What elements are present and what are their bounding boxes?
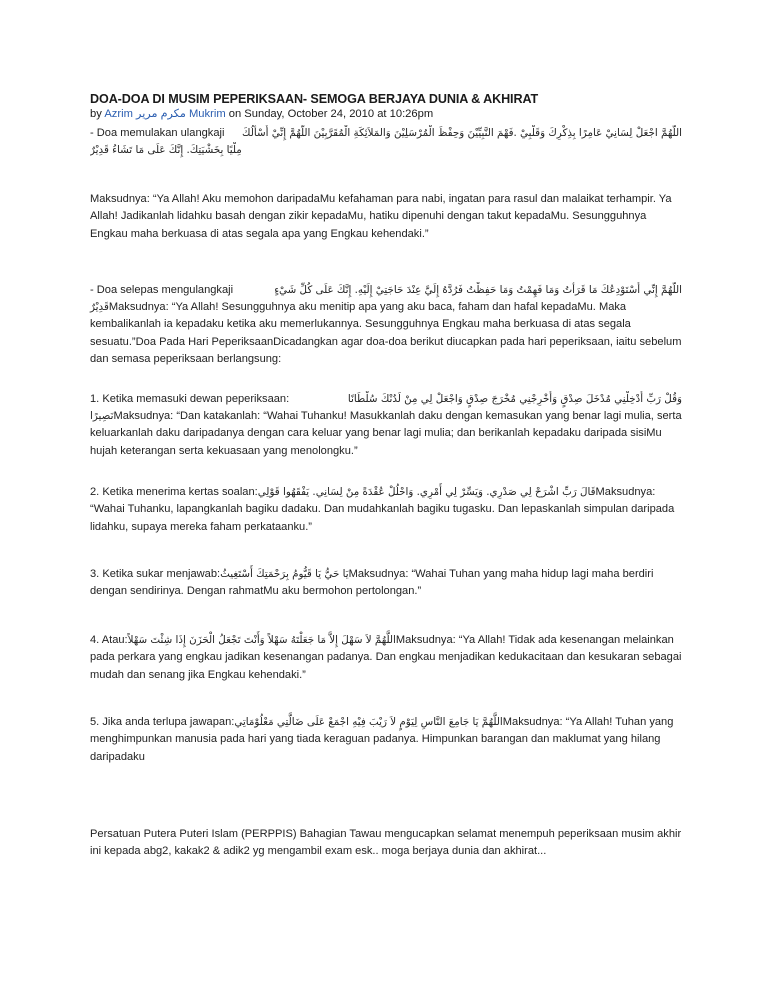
item-5-translation: Maksudnya: “Ya Allah! Tuhan yang menghimpunkan manusia pada hari yang tiada keraguan padanya. Himpunkan barangan dan maklumat yang hilang daripadaku bbox=[90, 716, 674, 763]
after-first-line bbox=[90, 282, 682, 299]
item-4-translation: Maksudnya: “Ya Allah! Tidak ada kesenangan melainkan pada perkara yang engkau jadikan kesenangan padanya. Dan engkau menjadikan kedukacitaan dan kesukaran sebagai mudah dan senang jika Engkau kehendaki.” bbox=[90, 634, 682, 681]
closing-text: Persatuan Putera Puteri Islam (PERPPIS) Bahagian Tawau mengucapkan selamat menempuh peperiksaan musim akhir ini kepada abg2, kakak2 & adik2 yg mengambil exam esk.. moga berjaya dunia dan akhirat... bbox=[90, 828, 682, 858]
item-1-first-line bbox=[90, 391, 682, 408]
byline-prefix: by bbox=[90, 108, 105, 120]
after-heading: Doa Pada Hari Peperiksaan bbox=[135, 335, 274, 348]
author-link[interactable]: Azrim مكرم مرير Mukrim bbox=[104, 108, 226, 120]
item-2-label: 2. Ketika menerima kertas soalan: bbox=[90, 486, 258, 498]
closing bbox=[90, 826, 682, 861]
item-3-arabic: يَا حَيُّ يَا قَيُّومُ بِرَحْمَتِكَ أَسْتَغِيثُ bbox=[220, 568, 349, 580]
item-5-text bbox=[90, 714, 682, 766]
item-3-label: 3. Ketika sukar menjawab: bbox=[90, 568, 221, 580]
item-2-text bbox=[90, 484, 682, 536]
item-1-arabic-2: نَصِيرًا bbox=[90, 410, 114, 422]
item-2-arabic: قَالَ رَبِّ اشْرَحْ لِي صَدْرِي. وَيَسِّرْ لِي أَمْرِي. وَاحْلُلْ عُقْدَةً مِنْ لِسَانِي. يَفْقَهُوا قَوْلِي bbox=[257, 486, 596, 498]
after-intro: Dicadangkan agar doa-doa berikut diucapkan pada hari peperiksaan, iaitu sebelum dan semasa peperiksaan berlangsung: bbox=[90, 335, 682, 366]
item-3 bbox=[90, 566, 682, 601]
after-translation-text: Maksudnya: “Ya Allah! Sesungguhnya aku menitip apa yang aku baca, faham dan hafal kepadaMu. Maka kembalikanlah ia kepadaku ketika aku memerlukannya. Sesungguhnya Engkau maha berkuasa di atas segala sesuatu.” bbox=[90, 301, 631, 348]
byline-date: on Sunday, October 24, 2010 at 10:26pm bbox=[225, 108, 434, 120]
item-1-arabic: وَقُلْ رَبِّ أَدْخِلْنِي مُدْخَلَ صِدْقٍ وَأَخْرِجْنِي مُخْرَجَ صِدْقٍ وَاجْعَلْ لِي مِنْ لَدُنْكَ سُلْطَانًا bbox=[347, 393, 682, 405]
item-5 bbox=[90, 714, 682, 766]
after-label: - Doa selepas mengulangkaji bbox=[90, 284, 234, 296]
after-arabic-2: قَدِيْرٌ bbox=[90, 301, 109, 313]
item-4-label: 4. Atau: bbox=[90, 634, 128, 646]
intro-translation-text: Maksudnya: “Ya Allah! Aku memohon daripadaMu kefahaman para nabi, ingatan para rasul dan malaikat terhampir. Ya Allah! Jadikanlah lidahku basah dengan zikir kepadaMu, hatiku dipenuhi dengan takut kepadaMu. Sesungguhnya Engkau maha berkuasa di atas segala apa yang Engkau kehendaki.” bbox=[90, 193, 672, 240]
item-1-translation-text: Maksudnya: “Dan katakanlah: “Wahai Tuhanku! Masukkanlah daku dengan kemasukan yang benar lagi mulia, serta keluarkanlah daku daripadanya dengan cara keluar yang benar lagi mulia; dan berikanlah kepadaku daripada sisiMu hujah keterangan serta kekuasaan yang menolongku.” bbox=[90, 410, 682, 457]
item-1-label: 1. Ketika memasuki dewan peperiksaan: bbox=[90, 393, 290, 405]
item-2 bbox=[90, 484, 682, 536]
intro-first-line bbox=[90, 125, 682, 142]
after-arabic-1: اللَّهُمَّ إِنِّي أَسْتَوْدِعُكَ مَا قَرَأْتُ وَمَا فَهِمْتُ وَمَا حَفِظْتُ فَرُدَّهُ إِلَيَّ عِنْدَ حَاجَتِيْ إِلَيْهِ. إِنَّكَ عَلَى كُلِّ شَيْءٍ bbox=[274, 284, 682, 296]
intro-arabic-1: اللَّهُمَّ اجْعَلْ لِسَانِيْ عَامِرًا بِذِكْرِكَ وَقَلْبِيْ .فَهْمَ النَّبِيِّيْنَ وَحِفْظَ الْمُرْسَلِيْنَ وَالمَلاَئِكَةِ الْمُقَرَّبِيْنَ اللَّهُمَّ إِنِّيْ أَسْأَلُكَ bbox=[242, 127, 682, 139]
item-5-label: 5. Jika anda terlupa jawapan: bbox=[90, 716, 235, 728]
item-1-translation bbox=[90, 408, 682, 460]
item-4 bbox=[90, 632, 682, 684]
item-3-translation: Maksudnya: “Wahai Tuhan yang maha hidup lagi maha berdiri dengan sendirinya. Dengan rahmatMu aku bermohon pertolongan.” bbox=[90, 568, 654, 598]
item-2-translation: Maksudnya: “Wahai Tuhanku, lapangkanlah bagiku dadaku. Dan mudahkanlah bagiku tugasku. Dan lepaskanlah simpulan daripada lidahku, supaya mereka faham perkataanku.” bbox=[90, 486, 675, 533]
intro-label: - Doa memulakan ulangkaji bbox=[90, 127, 225, 139]
intro-translation bbox=[90, 191, 682, 243]
item-1 bbox=[90, 391, 682, 460]
article-title: DOA-DOA DI MUSIM PEPERIKSAAN- SEMOGA BERJAYA DUNIA & AKHIRAT bbox=[90, 92, 539, 106]
after-doa bbox=[90, 282, 682, 369]
item-5-arabic: اللَّهُمَّ يَا جَامِعَ النَّاسِ لِيَوْمٍ لاَ رَيْبَ فِيْهِ اجْمَعْ عَلَى ضَالَّتِي مَعْلُوْمَاتِي bbox=[234, 716, 503, 728]
intro-doa bbox=[90, 125, 682, 159]
after-translation bbox=[90, 299, 682, 369]
article-header bbox=[90, 92, 682, 121]
item-3-text bbox=[90, 566, 682, 601]
item-4-text bbox=[90, 632, 682, 684]
intro-arabic-2-text: مِلْيًا بِخَشْيَتِكَ. إِنَّكَ عَلَى مَا تَشَاءُ قَدِيْرٌ bbox=[90, 144, 242, 156]
byline bbox=[90, 107, 682, 121]
item-4-arabic: اللَّهُمَّ لاَ سَهْلَ إِلاَّ مَا جَعَلْتَهُ سَهْلاً وَأَنْتَ تَجْعَلُ الْحَزَنَ إِذَا شِئْتَ سَهْلاً bbox=[127, 634, 396, 646]
intro-arabic-2 bbox=[90, 142, 682, 159]
